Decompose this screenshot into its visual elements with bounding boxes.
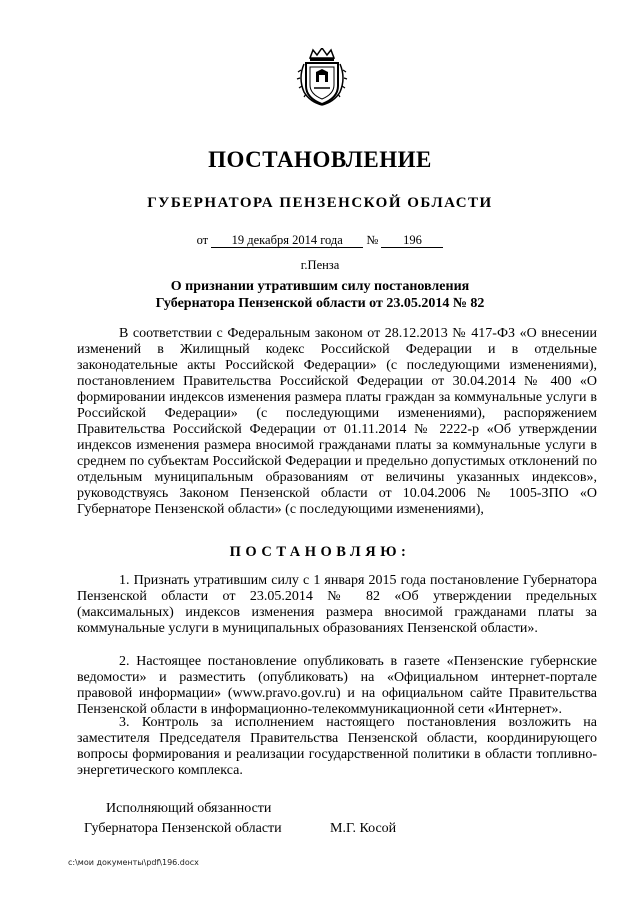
point-2-text: 2. Настоящее постановление опубликовать в газете «Пензенские губернские ведомости» и разместить (опубликовать) на «Официальном интернет-портале правовой информации» (www.pravo.gov.ru) и на официальном сайте Правительства Пензенской области в информационно-телекоммуникационной сети «Интернет». <box>77 654 597 717</box>
preamble-text: В соответствии с Федеральным законом от 28.12.2013 № 417-ФЗ «О внесении изменений в Жилищный кодекс Российской Федерации и в отдельные законодательные акты Российской Федерации» (с последующими изменениями), постановлением Правительства Российской Федерации от 30.04.2014 № 400 «О формировании индексов изменения размера платы граждан за коммунальные услуги в Российской Федерации» (с последующими изменениями), распоряжением Правительства Российской Федерации от 01.11.2014 № 2222-р «Об утверждении индексов изменения размера вносимой гражданами платы за коммунальные услуги в среднем по субъектам Российской Федерации и предельно допустимых отклонений по отдельным муниципальным образованиям от величины указанных индексов», руководствуясь Законом Пензенской области от 10.04.2006 № 1005-ЗПО «О Губернаторе Пензенской области» (с последующими изменениями), <box>77 326 597 517</box>
city: г.Пенза <box>300 258 340 272</box>
date-number-line <box>0 233 640 248</box>
number-prefix: № <box>366 233 379 247</box>
point-3-text: 3. Контроль за исполнением настоящего постановления возложить на заместителя Председателя Правительства Пензенской области, координирующего вопросы формирования и реализации государственной политики в области топливно-энергетического комплекса. <box>77 715 597 778</box>
heading-line-1: О признании утратившим силу постановления <box>170 279 470 294</box>
preamble-paragraph <box>77 326 597 518</box>
point-1-text: 1. Признать утратившим силу с 1 января 2015 года постановление Губернатора Пензенской области от 23.05.2014 № 82 «Об утверждении предельных (максимальных) индексов изменения размера вносимой гражданами платы за коммунальные услуги в муниципальных образованиях Пензенской области». <box>77 573 597 636</box>
point-2 <box>77 654 597 718</box>
signatory-position-line-2: Губернатора Пензенской области <box>84 821 282 836</box>
document-heading <box>0 278 640 312</box>
file-path-footer: c:\мои документы\pdf\196.docx <box>68 858 199 867</box>
document-title: ПОСТАНОВЛЕНИЕ <box>208 147 432 172</box>
signatory-position-line-1: Исполняющий обязанности <box>106 801 272 816</box>
date-prefix: от <box>196 233 209 247</box>
document-number: 196 <box>381 233 443 248</box>
point-1 <box>77 573 597 637</box>
signatory-name: М.Г. Косой <box>330 821 397 836</box>
penza-coat-of-arms-icon <box>296 48 348 106</box>
document-subtitle: ГУБЕРНАТОРА ПЕНЗЕНСКОЙ ОБЛАСТИ <box>147 195 493 211</box>
document-date: 19 декабря 2014 года <box>211 233 363 248</box>
decree-word: ПОСТАНОВЛЯЮ: <box>229 544 411 560</box>
point-3 <box>77 715 597 779</box>
heading-line-2: Губернатора Пензенской области от 23.05.2014 № 82 <box>155 296 485 311</box>
